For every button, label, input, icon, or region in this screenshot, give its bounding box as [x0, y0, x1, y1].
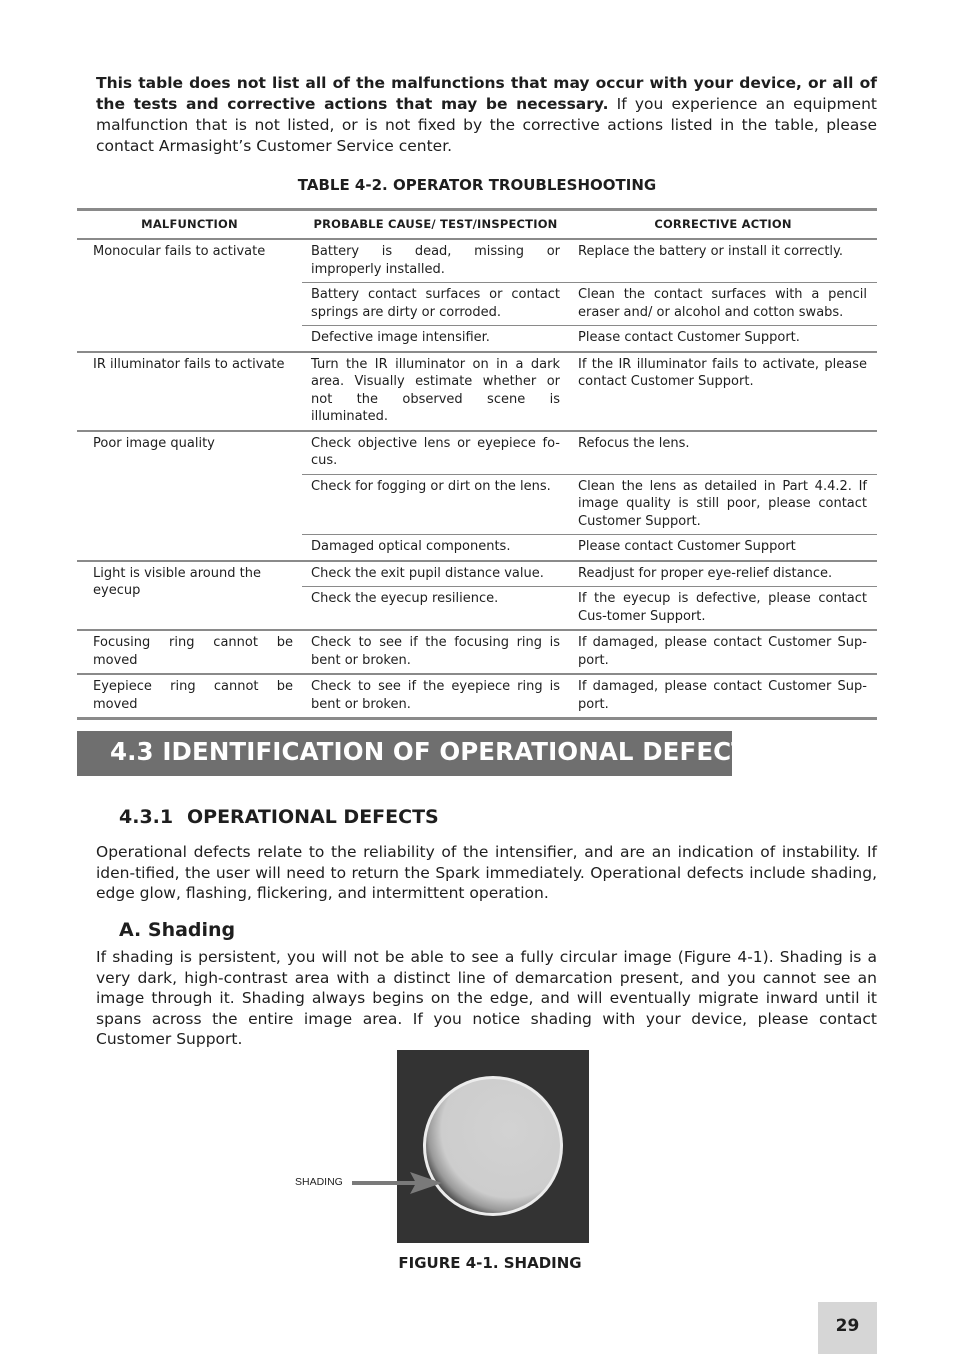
arrow-right-icon — [350, 1170, 450, 1196]
table-caption: TABLE 4-2. OPERATOR TROUBLESHOOTING — [297, 176, 657, 194]
intro-paragraph — [96, 73, 877, 157]
intro-normal-text: If you experience an equipment malfunction that is not listed, or is not fixed by the corrective actions listed in the table, please contact Armasight’s Customer Service center. — [96, 95, 877, 155]
table-row — [77, 431, 877, 475]
cause-cell: Defective image intensifier. — [302, 326, 569, 352]
action-cell: Refocus the lens. — [569, 431, 877, 475]
action-cell: If damaged, please contact Customer Sup-port. — [569, 674, 877, 719]
operational-defects-paragraph: Operational defects relate to the reliability of the intensifier, and are an indication of instability. If iden-tified, the user will need to return the Spark immediately. Operational defects include shading, edge glow, flashing, flickering, and intermittent operation. — [96, 843, 877, 902]
header-malfunction: MALFUNCTION — [77, 210, 302, 240]
cause-cell: Check to see if the focusing ring is bent or broken. — [302, 630, 569, 674]
cause-cell: Battery contact surfaces or contact springs are dirty or corroded. — [302, 283, 569, 326]
shading-heading: A. Shading — [119, 919, 236, 941]
action-cell: If the eyecup is defective, please contact Cus-tomer Support. — [569, 587, 877, 631]
header-action: CORRECTIVE ACTION — [569, 210, 877, 240]
action-cell: If the IR illuminator fails to activate, please contact Customer Support. — [569, 352, 877, 431]
cause-cell: Check objective lens or eyepiece fo-cus. — [302, 431, 569, 475]
action-cell: Readjust for proper eye-relief distance. — [569, 561, 877, 587]
shading-label: SHADING — [295, 1176, 343, 1188]
page-number: 29 — [835, 1316, 860, 1336]
table-header-row — [77, 210, 877, 240]
action-cell: Clean the lens as detailed in Part 4.4.2. If image quality is still poor, please contact Customer Support. — [569, 474, 877, 535]
table-row — [77, 239, 877, 283]
troubleshooting-table — [77, 208, 877, 720]
shading-figure — [397, 1050, 589, 1243]
malfunction-cell: Light is visible around the eyecup — [77, 561, 302, 631]
table-row — [77, 352, 877, 431]
table-row — [77, 630, 877, 674]
table-row — [77, 561, 877, 587]
action-cell: Replace the battery or install it correctly. — [569, 239, 877, 283]
malfunction-cell: Monocular fails to activate — [77, 239, 302, 352]
action-cell: Clean the contact surfaces with a pencil eraser and/ or alcohol and cotton swabs. — [569, 283, 877, 326]
figure-caption: FIGURE 4-1. SHADING — [398, 1254, 582, 1272]
shading-circle-image — [397, 1050, 589, 1243]
cause-cell: Check to see if the eyepiece ring is bent or broken. — [302, 674, 569, 719]
action-cell: If damaged, please contact Customer Sup-port. — [569, 630, 877, 674]
shading-paragraph: If shading is persistent, you will not be able to see a fully circular image (Figure 4-1). Shading is a very dark, high-contrast area with a distinct line of demarcation present, and you cannot see an image through it. Shading always begins on the edge, and will eventually migrate inward until it spans across the entire image area. If you notice shading with your device, please contact Customer Support. — [96, 948, 877, 1048]
cause-cell: Check the eyecup resilience. — [302, 587, 569, 631]
subsection-number: 4.3.1 — [119, 806, 174, 828]
malfunction-cell: Focusing ring cannot be moved — [77, 630, 302, 674]
cause-cell: Turn the IR illuminator on in a dark area. Visually estimate whether or not the observed scene is illuminated. — [302, 352, 569, 431]
cause-cell: Battery is dead, missing or improperly installed. — [302, 239, 569, 283]
intro-bold-text: This table does not list all of the malfunctions that may occur with your device, or all of the tests and corrective actions that may be necessary. — [96, 74, 877, 113]
action-cell: Please contact Customer Support — [569, 535, 877, 561]
section-title: 4.3 IDENTIFICATION OF OPERATIONAL DEFECTS — [110, 737, 766, 766]
cause-cell: Damaged optical components. — [302, 535, 569, 561]
header-cause: PROBABLE CAUSE/ TEST/INSPECTION — [302, 210, 569, 240]
malfunction-cell: Poor image quality — [77, 431, 302, 561]
subsection-title: OPERATIONAL DEFECTS — [187, 806, 439, 828]
malfunction-cell: IR illuminator fails to activate — [77, 352, 302, 431]
page-number-box — [818, 1302, 877, 1354]
cause-cell: Check for fogging or dirt on the lens. — [302, 474, 569, 535]
cause-cell: Check the exit pupil distance value. — [302, 561, 569, 587]
table-row — [77, 674, 877, 719]
action-cell: Please contact Customer Support. — [569, 326, 877, 352]
malfunction-cell: Eyepiece ring cannot be moved — [77, 674, 302, 719]
subsection-heading — [119, 806, 439, 828]
section-heading-bar — [77, 731, 766, 776]
